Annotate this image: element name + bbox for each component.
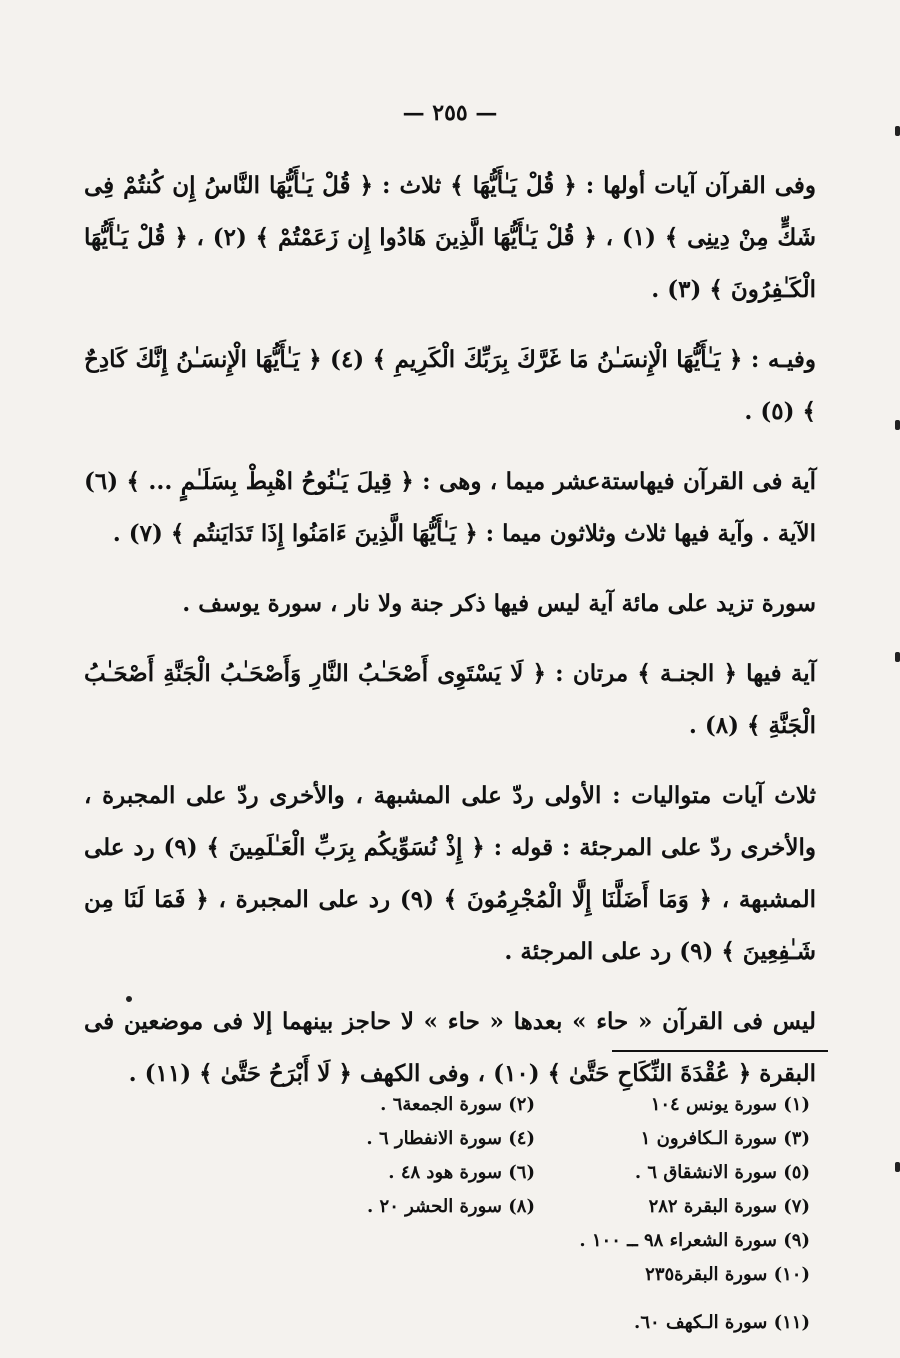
footnote-4: (٤) سورة الانفطار ٦ . xyxy=(366,1128,535,1149)
footnote-row xyxy=(260,1306,810,1340)
footnote-row xyxy=(260,1156,810,1190)
footnote-row xyxy=(260,1258,810,1292)
footnotes xyxy=(260,1088,810,1340)
scan-speck xyxy=(895,1162,900,1172)
page-number: — ٢٥٥ — xyxy=(402,100,498,126)
footnote-5: (٥) سورة الانشقاق ٦ . xyxy=(634,1162,810,1183)
paragraph-7: ليس فى القرآن « حاء » بعدها « حاء » لا حاجز بينهما إلا فى موضعين فى البقرة ﴿ عُقْدَةَ النِّكَاحِ حَتَّىٰ ﴾ (١٠) ، وفى الكهف ﴿ لَا أَبْرَحُ حَتَّىٰ ﴾ (١١) . xyxy=(84,1008,816,1087)
footnote-row xyxy=(260,1122,810,1156)
footnote-6: (٦) سورة هود ٤٨ . xyxy=(388,1162,535,1183)
scan-speck xyxy=(895,126,900,136)
footnote-11: (١١) سورة الـكهف ٦٠. xyxy=(634,1312,810,1333)
paragraph-1: وفى القرآن آيات أولها : ﴿ قُلْ يَـٰأَيُّهَا ﴾ ثلاث : ﴿ قُلْ يَـٰأَيُّهَا النَّاسُ إِن كُنتُمْ فِى شَكٍّ مِنْ دِينِى ﴾ (١) ، ﴿ قُلْ يَـٰأَيُّهَا الَّذِينَ هَادُوا إِن زَعَمْتُمْ ﴾ (٢) ، ﴿ قُلْ يَـٰأَيُّهَا الْكَـٰفِرُونَ ﴾ (٣) . xyxy=(84,172,816,303)
footnote-row xyxy=(260,1088,810,1122)
paragraph-5: آية فيها ﴿ الجنـة ﴾ مرتان : ﴿ لَا يَسْتَوِى أَصْحَـٰبُ النَّارِ وَأَصْحَـٰبُ الْجَنَّةِ أَصْحَـٰبُ الْجَنَّةِ ﴾ (٨) . xyxy=(84,660,816,739)
footnote-row xyxy=(260,1224,810,1258)
paragraph-3: آية فى القرآن فيهاستةعشر ميما ، وهى : ﴿ قِيلَ يَـٰنُوحُ اهْبِطْ بِسَلَـٰمٍ ... ﴾ (٦) الآية . وآية فيها ثلاث وثلاثون ميما : ﴿ يَـٰأَيُّهَا الَّذِينَ ءَامَنُوا إِذَا تَدَايَنتُم ﴾ (٧) . xyxy=(84,468,816,547)
footnote-7: (٧) سورة البقرة ٢٨٢ xyxy=(648,1196,810,1217)
footnote-divider xyxy=(612,1050,828,1052)
scan-speck xyxy=(895,420,900,430)
paragraph-6: ثلاث آيات متواليات : الأولى ردّ على المشبهة ، والأخرى ردّ على المجبرة ، والأخرى ردّ على المرجئة : قوله : ﴿ إِذْ نُسَوِّيكُم بِرَبِّ الْعَـٰلَمِينَ ﴾ (٩) رد على المشبهة ، ﴿ وَمَا أَضَلَّنَا إِلَّا الْمُجْرِمُونَ ﴾ (٩) رد على المجبرة ، ﴿ فَمَا لَنَا مِن شَـٰفِعِينَ ﴾ (٩) رد على المرجئة . xyxy=(84,782,816,965)
footnote-row xyxy=(260,1190,810,1224)
footnote-2: (٢) سورة الجمعة٦ . xyxy=(380,1094,535,1115)
footnote-9: (٩) سورة الشعراء ٩٨ ــ ١٠٠ . xyxy=(579,1230,810,1251)
paragraph-4: سورة تزيد على مائة آية ليس فيها ذكر جنة ولا نار ، سورة يوسف . xyxy=(182,590,816,617)
footnote-8: (٨) سورة الحشر ٢٠ . xyxy=(366,1196,535,1217)
scan-speck xyxy=(126,996,132,1002)
paragraph-2: وفيـه : ﴿ يَـٰأَيُّهَا الْإِنسَـٰنُ مَا غَرَّكَ بِرَبِّكَ الْكَرِيمِ ﴾ (٤) ﴿ يَـٰأَيُّهَا الْإِنسَـٰنُ إِنَّكَ كَادِحٌ ﴾ (٥) . xyxy=(84,346,816,425)
scan-speck xyxy=(895,652,900,662)
main-text xyxy=(84,160,816,1118)
footnote-3: (٣) سورة الـكافرون ١ xyxy=(640,1128,810,1149)
footnote-10: (١٠) سورة البقرة٢٣٥ xyxy=(645,1264,810,1285)
footnote-1: (١) سورة يونس ١٠٤ xyxy=(650,1094,810,1115)
